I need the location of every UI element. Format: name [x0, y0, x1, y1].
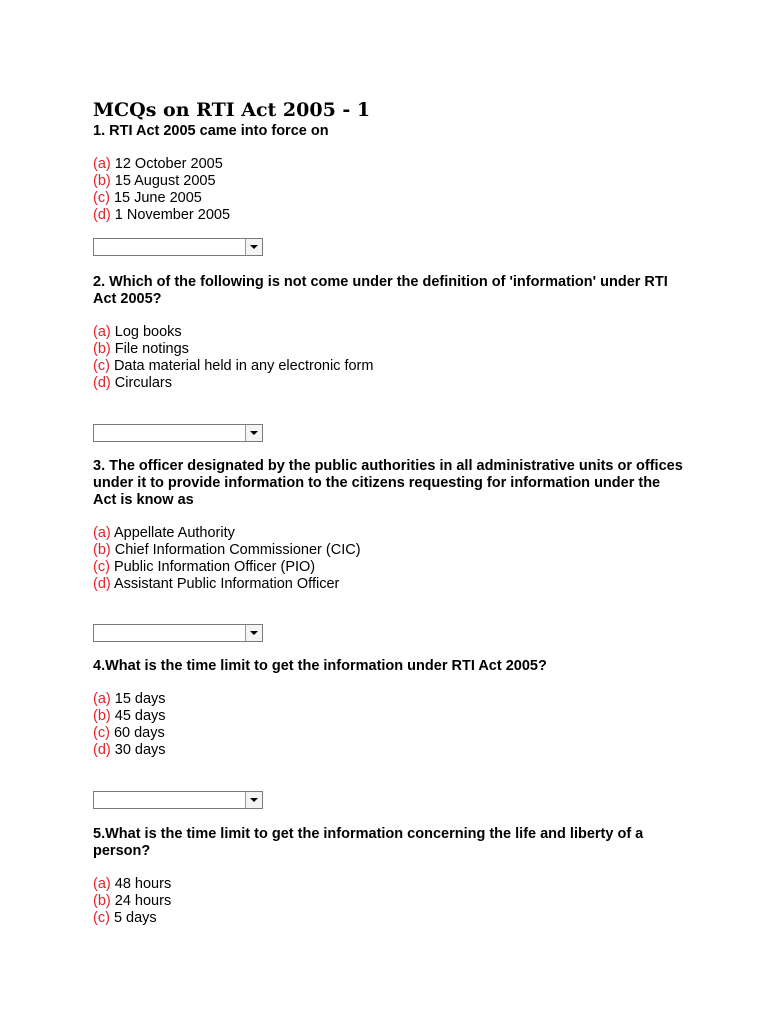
option-letter: (c): [93, 910, 110, 926]
option-text: 48 hours: [110, 876, 172, 892]
page-title: MCQs on RTI Act 2005 - 1: [93, 99, 371, 121]
select-arrow-button[interactable]: [245, 239, 262, 255]
option-a: [93, 876, 683, 893]
question-text: 1. RTI Act 2005 came into force on: [93, 123, 329, 139]
option-a: [93, 324, 683, 341]
option-text: 24 hours: [110, 893, 172, 909]
option-letter: (d): [93, 375, 111, 391]
option-letter: (c): [93, 358, 110, 374]
option-b: [93, 708, 683, 725]
option-a: [93, 525, 683, 542]
question-text: 3. The officer designated by the public authorities in all administrative units or offices under it to provide information to the citizens requesting for information under the Act is know as: [93, 458, 683, 508]
option-list: [93, 876, 683, 927]
option-letter: (a): [93, 525, 111, 541]
option-text: 15 August 2005: [110, 173, 216, 189]
chevron-down-icon: [250, 431, 258, 435]
question-1: [93, 123, 683, 224]
answer-select-2[interactable]: [93, 424, 263, 442]
option-c: [93, 358, 683, 375]
option-text: File notings: [110, 341, 189, 357]
option-text: Appellate Authority: [110, 525, 235, 541]
chevron-down-icon: [250, 631, 258, 635]
option-text: 15 days: [110, 691, 166, 707]
option-letter: (d): [93, 742, 111, 758]
select-arrow-button[interactable]: [245, 625, 262, 641]
option-letter: (c): [93, 190, 110, 206]
option-c: [93, 190, 683, 207]
question-text: 5.What is the time limit to get the information concerning the life and liberty of a person?: [93, 826, 644, 859]
option-letter: (b): [93, 173, 111, 189]
option-letter: (c): [93, 725, 110, 741]
option-d: [93, 576, 683, 593]
option-letter: (d): [93, 207, 111, 223]
option-text: Log books: [110, 324, 182, 340]
chevron-down-icon: [250, 798, 258, 802]
option-b: [93, 893, 683, 910]
question-text: 2. Which of the following is not come under the definition of 'information' under RTI Act 2005?: [93, 274, 668, 307]
question-text: 4.What is the time limit to get the information under RTI Act 2005?: [93, 658, 547, 674]
option-b: [93, 542, 683, 559]
option-letter: (a): [93, 156, 111, 172]
option-d: [93, 375, 683, 392]
select-arrow-button[interactable]: [245, 425, 262, 441]
option-letter: (b): [93, 893, 111, 909]
option-letter: (b): [93, 542, 111, 558]
option-letter: (a): [93, 324, 111, 340]
option-text: 45 days: [110, 708, 166, 724]
option-letter: (b): [93, 341, 111, 357]
option-d: [93, 742, 683, 759]
question-5: [93, 826, 683, 927]
question-2: [93, 274, 683, 392]
option-c: [93, 725, 683, 742]
option-text: 15 June 2005: [109, 190, 202, 206]
option-list: [93, 525, 683, 593]
answer-select-1[interactable]: [93, 238, 263, 256]
option-text: Data material held in any electronic form: [109, 358, 374, 374]
option-text: 1 November 2005: [110, 207, 231, 223]
answer-select-4[interactable]: [93, 791, 263, 809]
option-text: Chief Information Commissioner (CIC): [110, 542, 361, 558]
option-a: [93, 156, 683, 173]
option-c: [93, 910, 683, 927]
option-text: 30 days: [110, 742, 166, 758]
option-letter: (a): [93, 691, 111, 707]
select-arrow-button[interactable]: [245, 792, 262, 808]
question-4: [93, 658, 683, 759]
option-text: 5 days: [109, 910, 157, 926]
option-list: [93, 324, 683, 392]
option-letter: (a): [93, 876, 111, 892]
option-letter: (c): [93, 559, 110, 575]
option-text: Assistant Public Information Officer: [110, 576, 340, 592]
question-3: [93, 458, 683, 593]
option-text: 60 days: [109, 725, 165, 741]
option-b: [93, 173, 683, 190]
option-text: Public Information Officer (PIO): [109, 559, 316, 575]
option-list: [93, 691, 683, 759]
chevron-down-icon: [250, 245, 258, 249]
option-letter: (d): [93, 576, 111, 592]
option-b: [93, 341, 683, 358]
option-d: [93, 207, 683, 224]
option-text: 12 October 2005: [110, 156, 223, 172]
answer-select-3[interactable]: [93, 624, 263, 642]
option-text: Circulars: [110, 375, 172, 391]
option-letter: (b): [93, 708, 111, 724]
option-c: [93, 559, 683, 576]
option-a: [93, 691, 683, 708]
option-list: [93, 156, 683, 224]
